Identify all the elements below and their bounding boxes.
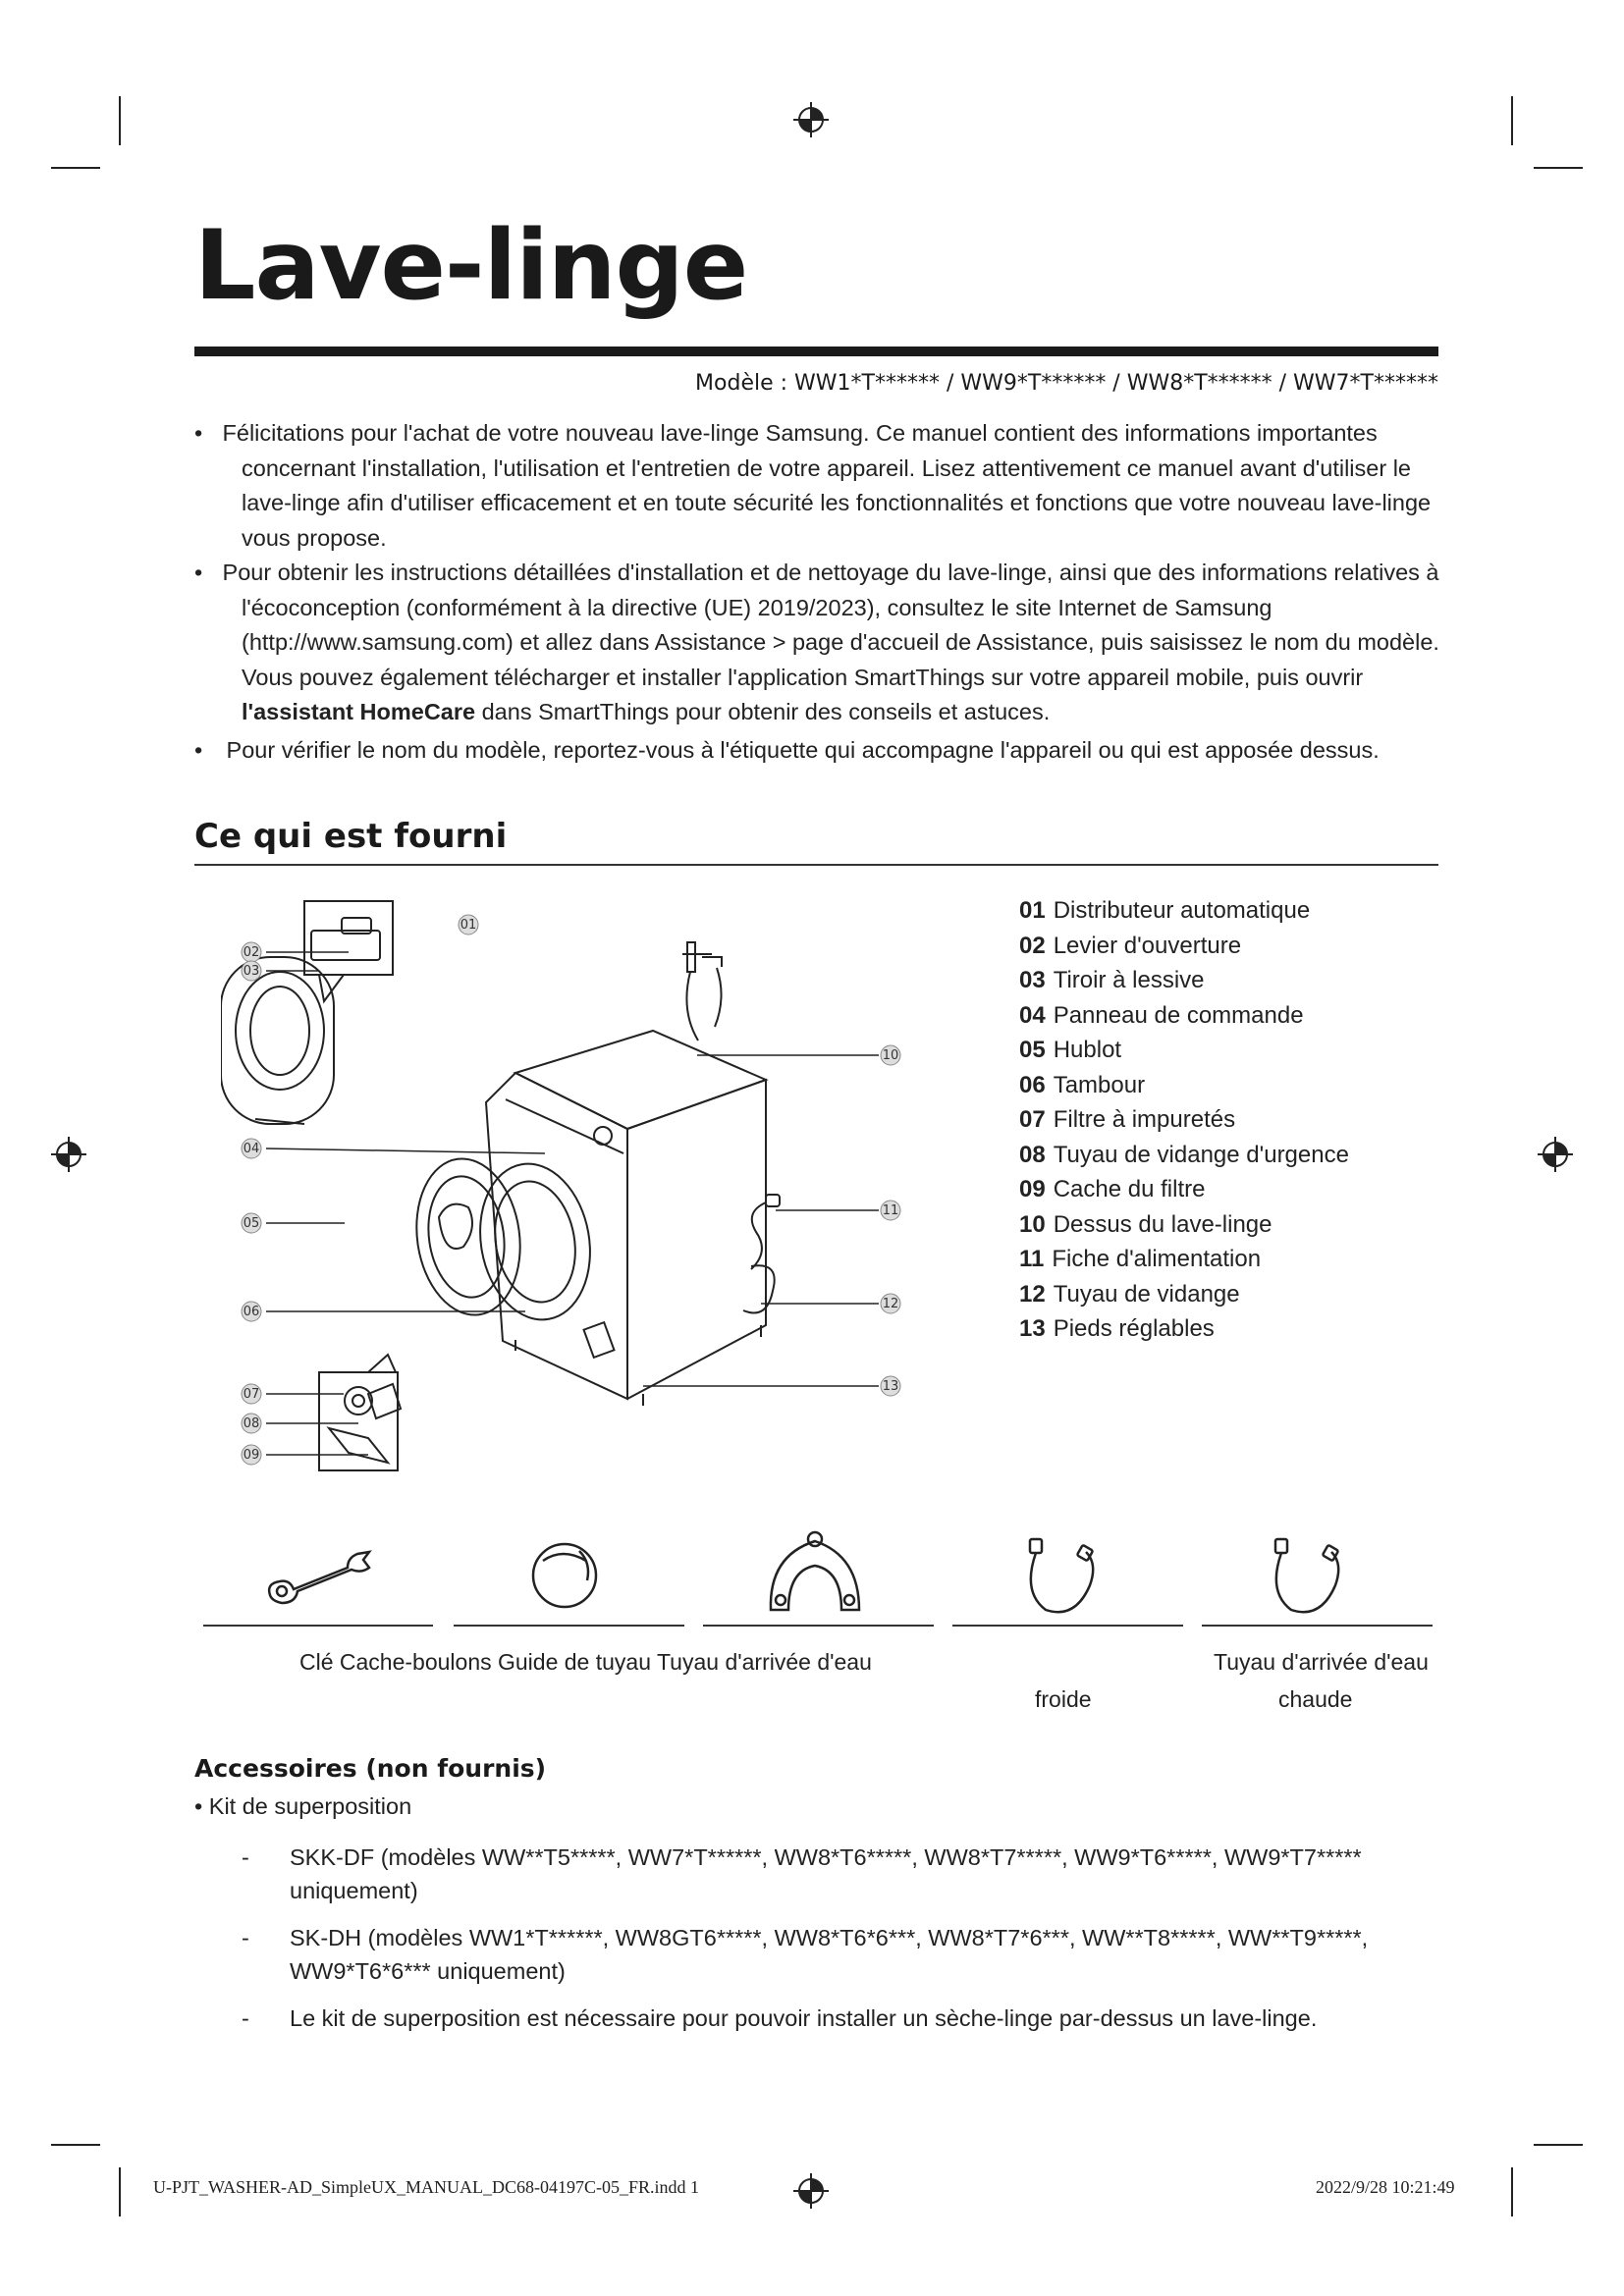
callout-badge [881,1045,900,1065]
footer-filename: U-PJT_WASHER-AD_SimpleUX_MANUAL_DC68-04197C-05_FR.indd 1 [153,2177,700,2197]
accessories-title: Accessoires (non fournis) [194,1754,547,1783]
part-item [1019,963,1349,998]
part-number: 07 [1019,1106,1046,1133]
parts-list [1019,893,1349,1347]
callout-badge [242,1414,261,1433]
callout-badge [459,915,478,934]
part-number: 04 [1019,1001,1046,1029]
callout-badge [242,961,261,981]
callout-label: 10 [882,1048,899,1063]
part-label: Filtre à impuretés [1053,1106,1236,1133]
crop-mark [1534,167,1583,169]
intro-bullet: • Pour vérifier le nom du modèle, reportez-vous à l'étiquette qui accompagne l'appareil ou qui est apposée dessus. [194,736,1380,763]
part-number: 13 [1019,1315,1046,1342]
accessory-dash-item: - Le kit de superposition est nécessaire pour pouvoir installer un sèche-linge par-dessus un lave-linge. [242,2005,1318,2031]
part-item [1019,1068,1349,1103]
part-item [1019,929,1349,964]
accessory-dash-item: - SKK-DF (modèles WW**T5*****, WW7*T******, WW8*T6*****, WW8*T7*****, WW9*T6*****, WW9*T7***** uniquement) [242,1844,1362,1903]
intro-text: dans SmartThings pour obtenir des conseils et astuces. [475,699,1051,724]
part-label: Distributeur automatique [1053,897,1311,924]
part-label: Pieds réglables [1053,1315,1215,1342]
accessories-list [194,1789,1441,2035]
accessory-bullet: • Kit de superposition [194,1793,412,1819]
accessory-rule [203,1625,433,1627]
intro-section [194,416,1441,768]
intro-bullet: • Pour obtenir les instructions détaillées d'installation et de nettoyage du lave-linge, ainsi que des informations relatives à l'écoconception (conformément à la directive (UE) 2019/2023), consultez le site Internet de Samsung (http://www.samsung.com) et allez dans Assistance > page d'accueil de Assistance, puis saisissez le nom du modèle. [194,560,1439,655]
callout-label: 13 [882,1379,899,1394]
page-title: Lave-linge [194,210,748,322]
cold-water-hose-icon [1016,1531,1105,1620]
callout-label: 05 [243,1216,260,1231]
part-number: 02 [1019,932,1046,959]
callout-label: 04 [243,1142,260,1156]
part-number: 11 [1019,1246,1045,1272]
callout-label: 06 [243,1305,260,1319]
part-number: 10 [1019,1210,1046,1238]
accessory-dash-item: - SK-DH (modèles WW1*T******, WW8GT6*****, WW8*T6*6***, WW8*T7*6***, WW**T8*****, WW**T9*****, WW9*T6*6*** uniquement) [242,1925,1369,1984]
accessory-rule [703,1625,934,1627]
callout-label: 01 [460,918,477,933]
part-item [1019,1138,1349,1173]
callout-label: 02 [243,945,260,960]
callout-label: 03 [243,964,260,979]
part-item [1019,1277,1349,1312]
callout-label: 11 [882,1203,899,1218]
accessory-dash-text: SK-DH (modèles WW1*T******, WW8GT6*****, WW8*T6*6***, WW8*T7*6***, WW**T8*****, WW**T9*****, WW9*T6*6*** uniquement) [290,1925,1369,1984]
callout-badge [242,1445,261,1465]
hose-guide-icon [761,1526,869,1620]
callout-badge [881,1294,900,1313]
intro-bullet: • Félicitations pour l'achat de votre nouveau lave-linge Samsung. Ce manuel contient des informations importantes concernant l'installation, l'utilisation et l'entretien de votre appareil. Lisez attentivement ce manuel avant d'utiliser le lave-linge afin d'utiliser efficacement et en toute sécurité les fonctionnalités et fonctions que votre nouveau lave-linge vous propose. [194,420,1432,551]
title-rule [194,347,1438,356]
callout-badge [242,1213,261,1233]
callout-badge [242,1302,261,1321]
callout-badge [242,942,261,962]
callout-label: 07 [243,1387,260,1402]
washer-top [515,1031,766,1129]
accessory-dash-text: Le kit de superposition est nécessaire pour pouvoir installer un sèche-linge par-dessus un lave-linge. [290,2005,1318,2031]
bolt-cap-icon [525,1536,604,1615]
intro-text: Pour obtenir les instructions détaillées d'installation et de nettoyage du lave-linge, ainsi que des informations relatives à l'écoconception (conformément à la directive (UE) 2019/2023), consultez le site Internet de Samsung (http://www.samsung.com) et allez dans Assistance > page d'accueil de Assistance, puis saisissez le nom du modèle. [222,560,1439,655]
part-item [1019,1311,1349,1347]
washer-diagram [221,893,928,1487]
part-label: Tambour [1053,1071,1146,1098]
registration-mark-icon [791,2171,831,2211]
callout-badge [242,1384,261,1404]
intro-text: Vous pouvez également télécharger et installer l'application SmartThings sur votre appareil mobile, puis ouvrir [242,664,1364,690]
part-label: Cache du filtre [1053,1176,1206,1202]
registration-mark-icon [791,100,831,139]
part-label: Hublot [1053,1037,1122,1063]
callout-badge [881,1376,900,1396]
part-item [1019,1207,1349,1243]
part-label: Tiroir à lessive [1053,967,1205,993]
section-rule [194,864,1438,866]
part-number: 01 [1019,897,1046,924]
part-number: 08 [1019,1141,1046,1168]
part-number: 12 [1019,1280,1046,1308]
part-number: 03 [1019,967,1046,993]
callout-label: 09 [243,1448,260,1463]
accessory-bullet-text: Kit de superposition [208,1793,412,1819]
crop-mark [119,96,121,145]
crop-mark [1511,2167,1513,2216]
callout-label: 08 [243,1416,260,1431]
part-number: 09 [1019,1176,1046,1202]
intro-text: Pour vérifier le nom du modèle, reportez-vous à l'étiquette qui accompagne l'appareil ou qui est apposée dessus. [226,736,1380,763]
crop-mark [119,2167,121,2216]
crop-mark [51,2144,100,2146]
callout-badge [881,1201,900,1220]
part-item [1019,893,1349,929]
part-label: Fiche d'alimentation [1052,1246,1262,1272]
accessory-label-chaude-top: Tuyau d'arrivée d'eau [1214,1649,1429,1675]
accessory-labels: Clé Cache-boulons Guide de tuyau Tuyau d'arrivée d'eau [299,1649,872,1675]
registration-mark-icon [49,1135,88,1174]
accessory-label-chaude: chaude [1278,1686,1353,1712]
crop-mark [51,167,100,169]
wrench-icon [260,1541,378,1610]
part-item [1019,1033,1349,1068]
accessory-rule [952,1625,1183,1627]
homecare-highlight: l'assistant HomeCare [242,699,476,724]
callout-badge [242,1139,261,1158]
part-number: 06 [1019,1071,1046,1098]
accessory-rule [454,1625,684,1627]
washer-side [627,1080,766,1399]
part-label: Levier d'ouverture [1053,932,1242,959]
intro-continuation [194,661,1441,730]
part-item [1019,1242,1349,1277]
part-item [1019,1172,1349,1207]
accessory-rule [1202,1625,1433,1627]
accessory-label-froide: froide [1035,1686,1092,1712]
part-item [1019,1102,1349,1138]
crop-mark [1511,96,1513,145]
intro-text: Félicitations pour l'achat de votre nouveau lave-linge Samsung. Ce manuel contient des informations importantes concernant l'installation, l'utilisation et l'entretien de votre appareil. Lisez attentivement ce manuel avant d'utiliser le lave-linge afin d'utiliser efficacement et en toute sécurité les fonctionnalités et fonctions que votre nouveau lave-linge vous propose. [222,420,1432,551]
part-label: Dessus du lave-linge [1053,1210,1272,1238]
section-title: Ce qui est fourni [194,817,508,856]
part-label: Panneau de commande [1053,1001,1304,1029]
hot-water-hose-icon [1262,1531,1350,1620]
accessory-dash-text: SKK-DF (modèles WW**T5*****, WW7*T******, WW8*T6*****, WW8*T7*****, WW9*T6*****, WW9*T7***** uniquement) [290,1844,1362,1903]
callout-label: 12 [882,1297,899,1311]
registration-mark-icon [1536,1135,1575,1174]
part-item [1019,998,1349,1034]
part-label: Tuyau de vidange [1053,1280,1240,1308]
crop-mark [1534,2144,1583,2146]
part-number: 05 [1019,1037,1046,1063]
part-label: Tuyau de vidange d'urgence [1053,1141,1349,1168]
footer-datetime: 2022/9/28 10:21:49 [1316,2177,1455,2197]
model-line: Modèle : WW1*T****** / WW9*T****** / WW8*T****** / WW7*T****** [695,371,1438,396]
